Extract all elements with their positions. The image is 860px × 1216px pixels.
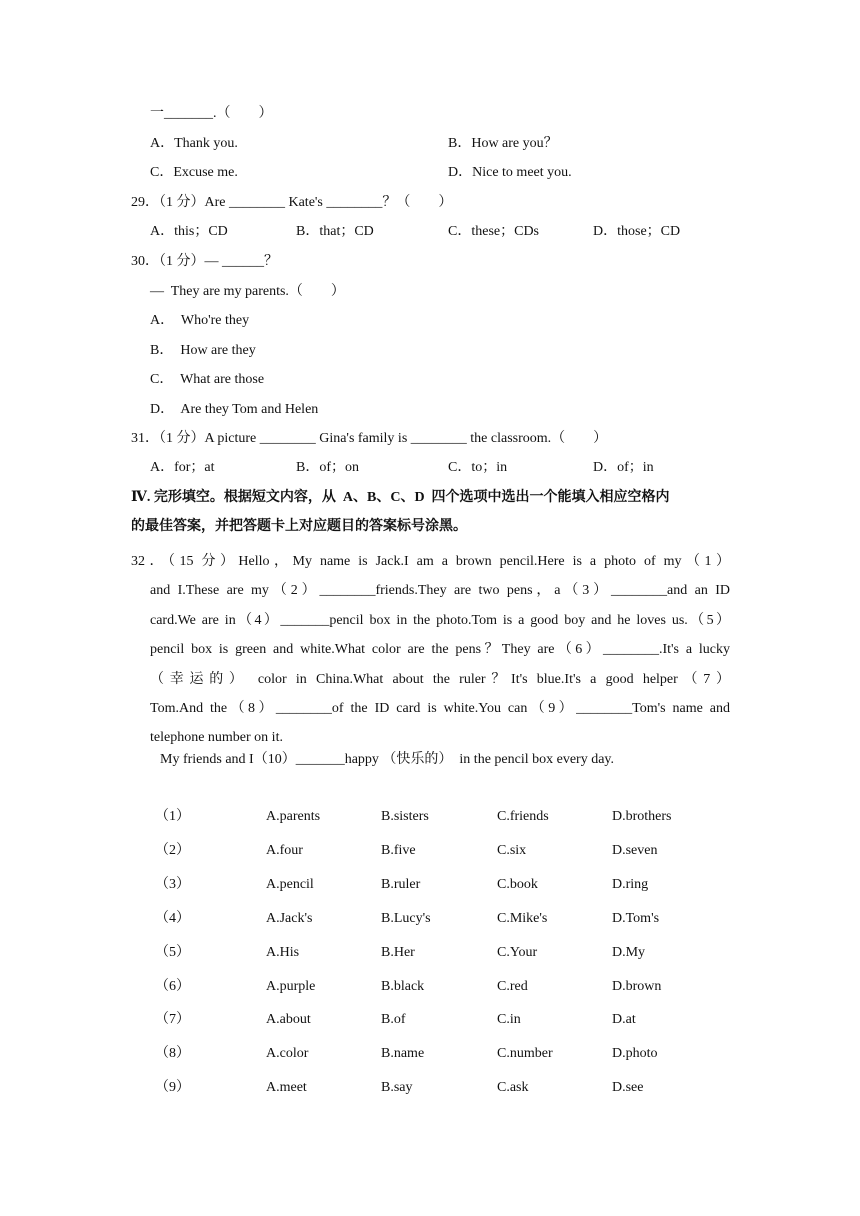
q29-option-a: A．this；CD bbox=[150, 224, 228, 239]
q31-option-d: D．of；in bbox=[593, 460, 654, 475]
choice-number: （9） bbox=[155, 1080, 190, 1095]
choice-b: B.five bbox=[381, 843, 416, 858]
choice-number: （1） bbox=[155, 809, 190, 824]
q30-option-d: D． Are they Tom and Helen bbox=[150, 402, 319, 417]
choice-d: D.brothers bbox=[612, 809, 672, 824]
q29-option-d: D．those；CD bbox=[593, 224, 681, 239]
choice-c: C.in bbox=[497, 1012, 521, 1027]
choice-number: （4） bbox=[155, 911, 190, 926]
choice-a: A.color bbox=[266, 1046, 309, 1061]
choice-row bbox=[155, 875, 715, 895]
choice-row bbox=[155, 943, 715, 963]
choice-b: B.black bbox=[381, 979, 425, 994]
choice-row bbox=[155, 1010, 715, 1030]
passage-line-1: 32．（15 分）Hello，My name is Jack.I am a brown pencil.Here is a photo of my（1） bbox=[131, 554, 730, 569]
choice-d: D.Tom's bbox=[612, 911, 660, 926]
q31-option-c: C．to；in bbox=[448, 460, 508, 475]
choice-c: C.ask bbox=[497, 1080, 529, 1095]
choice-d: D.photo bbox=[612, 1046, 658, 1061]
choice-b: B.say bbox=[381, 1080, 413, 1095]
section-heading-line2: 的最佳答案，并把答题卡上对应题目的答案标号涂黑。 bbox=[131, 519, 467, 534]
choice-c: C.number bbox=[497, 1046, 553, 1061]
choice-a: A.Jack's bbox=[266, 911, 313, 926]
q30-option-a: A． Who're they bbox=[150, 313, 250, 328]
choice-row bbox=[155, 909, 715, 929]
choice-number: （5） bbox=[155, 945, 190, 960]
choice-c: C.Mike's bbox=[497, 911, 548, 926]
section-heading-line1: Ⅳ. 完形填空。根据短文内容，从 A、B、C、D 四个选项中选出一个能填入相应空格内 bbox=[131, 490, 670, 505]
choice-b: B.Lucy's bbox=[381, 911, 431, 926]
choice-number: （8） bbox=[155, 1046, 190, 1061]
q29-option-b: B．that；CD bbox=[296, 224, 374, 239]
choice-b: B.Her bbox=[381, 945, 415, 960]
q28-option-c: C．Excuse me. bbox=[150, 165, 238, 180]
choice-c: C.Your bbox=[497, 945, 538, 960]
choice-number: （6） bbox=[155, 979, 190, 994]
choice-number: （7） bbox=[155, 1012, 190, 1027]
q28-option-b: B．How are you？ bbox=[448, 136, 558, 151]
q31-option-a: A．for；at bbox=[150, 460, 215, 475]
choice-a: A.pencil bbox=[266, 877, 314, 892]
choice-number: （3） bbox=[155, 877, 190, 892]
choice-b: B.of bbox=[381, 1012, 406, 1027]
choice-c: C.red bbox=[497, 979, 528, 994]
passage-line-5: （幸运的） color in China.What about the ruler？It's blue.It's a good helper（7） bbox=[150, 672, 730, 687]
choice-number: （2） bbox=[155, 843, 190, 858]
q30-stem: 30．（1 分）— ______？ bbox=[131, 254, 278, 269]
choice-a: A.about bbox=[266, 1012, 311, 1027]
passage-line-2: and I.These are my（2）________friends.They are two pens，a（3）________and an ID bbox=[150, 583, 730, 598]
choice-d: D.brown bbox=[612, 979, 662, 994]
choice-c: C.friends bbox=[497, 809, 549, 824]
choice-a: A.His bbox=[266, 945, 300, 960]
passage-line-4: pencil box is green and white.What color are the pens？They are（6）________.It's a lucky bbox=[150, 642, 730, 657]
choice-a: A.four bbox=[266, 843, 303, 858]
choice-row bbox=[155, 977, 715, 997]
choice-d: D.My bbox=[612, 945, 646, 960]
q28-option-a: A．Thank you. bbox=[150, 136, 238, 151]
choice-c: C.six bbox=[497, 843, 527, 858]
choice-row bbox=[155, 841, 715, 861]
passage-last-line: My friends and I（10）_______happy （快乐的） in the pencil box every day. bbox=[160, 752, 615, 767]
choice-d: D.at bbox=[612, 1012, 636, 1027]
choice-d: D.seven bbox=[612, 843, 658, 858]
q30-option-b: B． How are they bbox=[150, 343, 256, 358]
choice-row bbox=[155, 1078, 715, 1098]
q28-option-d: D．Nice to meet you. bbox=[448, 165, 572, 180]
choice-b: B.sisters bbox=[381, 809, 429, 824]
q31-stem: 31．（1 分）A picture ________ Gina's family is ________ the classroom.（ ） bbox=[131, 431, 608, 446]
passage-line-7: telephone number on it. bbox=[150, 730, 283, 745]
choice-a: A.purple bbox=[266, 979, 316, 994]
q30-reply: — They are my parents.（ ） bbox=[150, 284, 345, 299]
q29-option-c: C．these；CDs bbox=[448, 224, 539, 239]
q29-stem: 29．（1 分）Are ________ Kate's ________？（ ） bbox=[131, 195, 453, 210]
q31-option-b: B．of；on bbox=[296, 460, 359, 475]
choice-a: A.parents bbox=[266, 809, 321, 824]
passage-line-6: Tom.And the（8）________of the ID card is white.You can（9）________Tom's name and bbox=[150, 701, 730, 716]
choice-row bbox=[155, 1044, 715, 1064]
choice-a: A.meet bbox=[266, 1080, 307, 1095]
choice-d: D.ring bbox=[612, 877, 649, 892]
choice-b: B.ruler bbox=[381, 877, 421, 892]
q30-option-c: C． What are those bbox=[150, 372, 265, 387]
q28-stem-tail: 一_______.（ ） bbox=[150, 106, 273, 121]
choice-c: C.book bbox=[497, 877, 538, 892]
passage-line-3: card.We are in（4）_______pencil box in the photo.Tom is a good boy and he loves us.（5） bbox=[150, 613, 730, 628]
choice-b: B.name bbox=[381, 1046, 425, 1061]
choice-row bbox=[155, 807, 715, 827]
choice-d: D.see bbox=[612, 1080, 644, 1095]
